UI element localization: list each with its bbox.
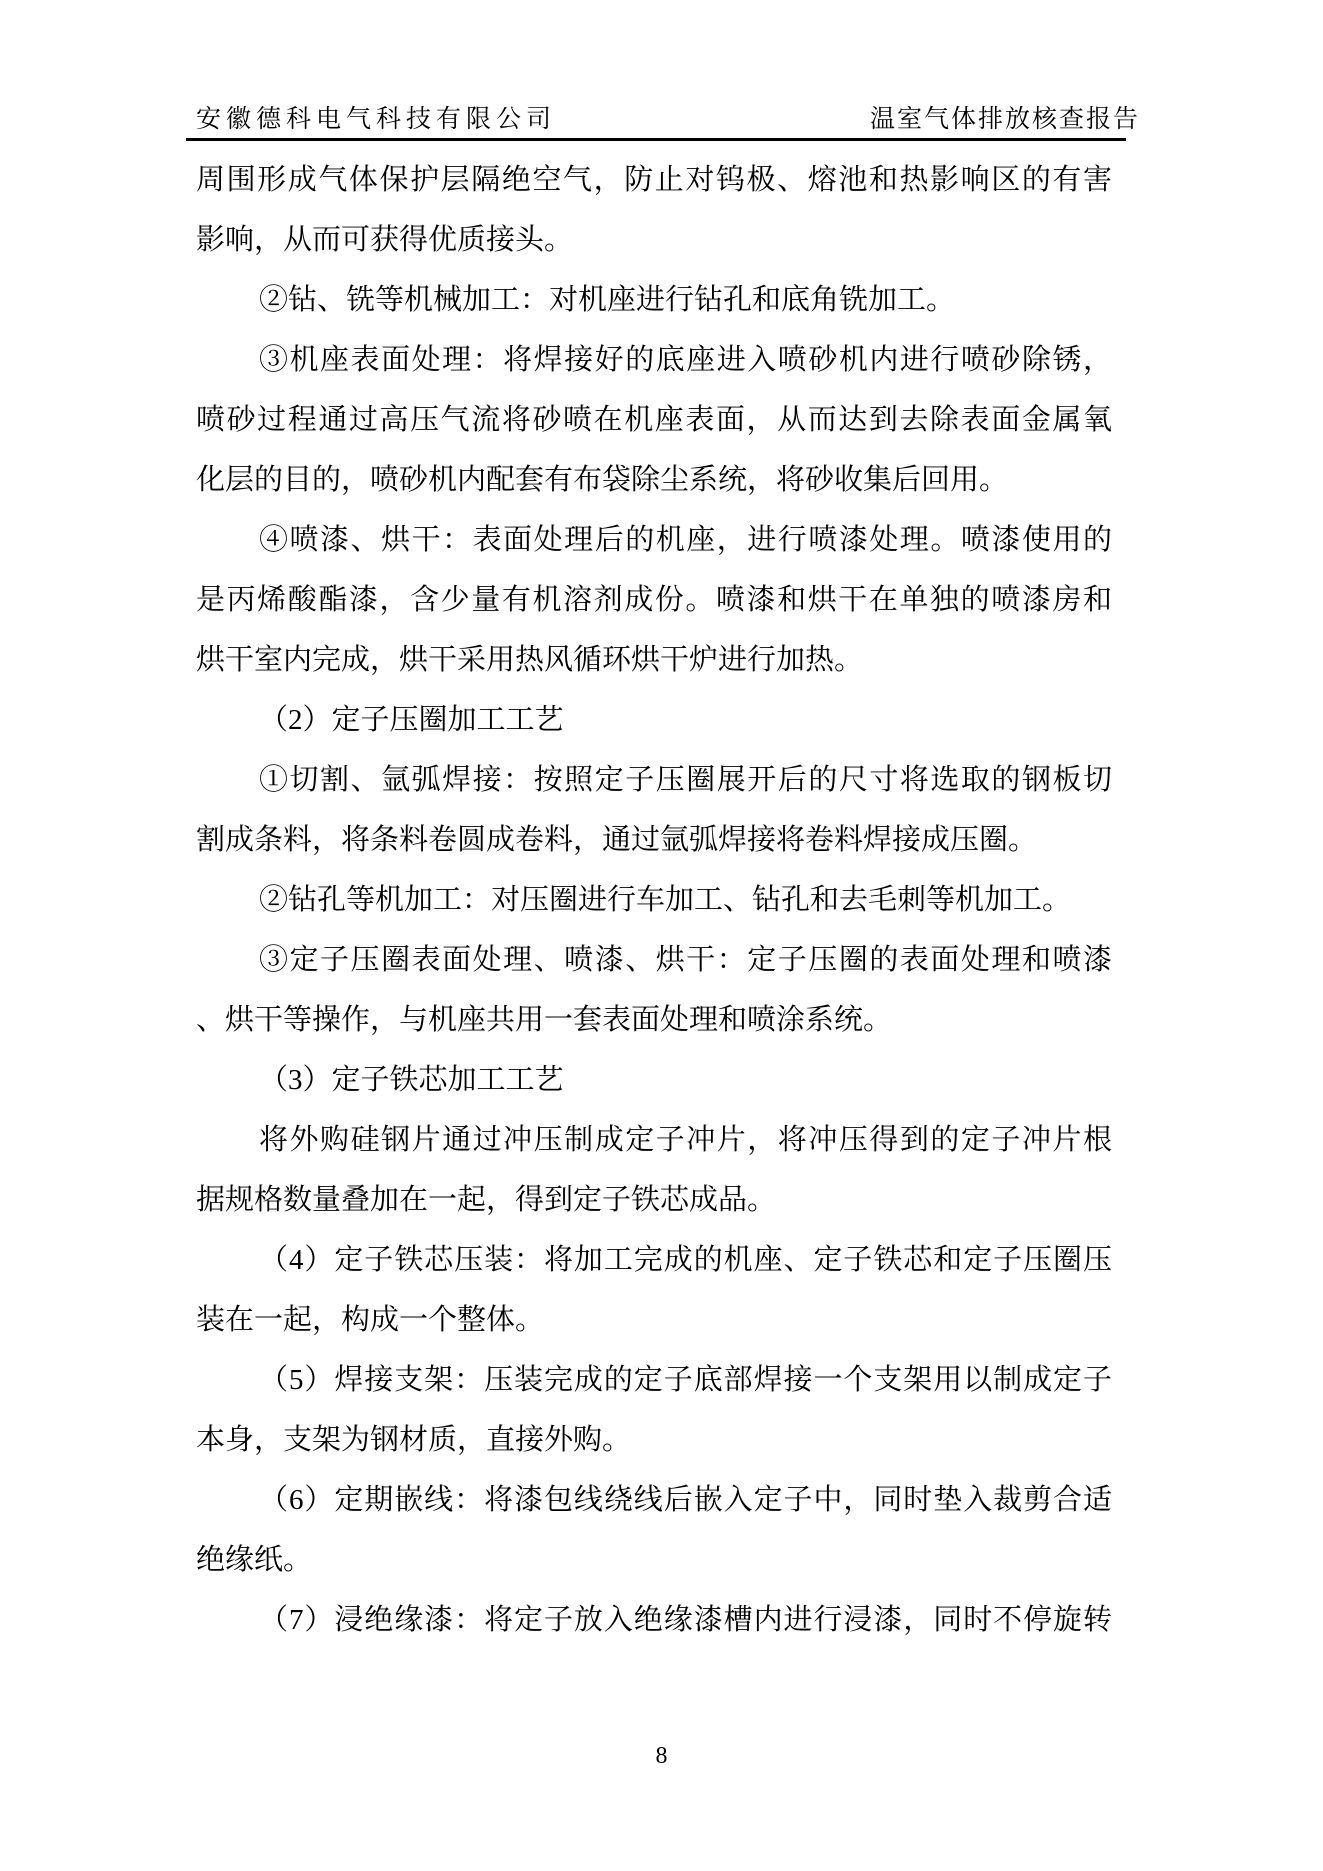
body-line: 割成条料，将条料卷圆成卷料，通过氩弧焊接将卷料焊接成压圈。 — [196, 824, 1038, 856]
body-line: （6）定期嵌线：将漆包线绕线后嵌入定子中，同时垫入裁剪合适 — [259, 1484, 1112, 1516]
header-report-title: 温室气体排放核查报告 — [869, 106, 1140, 133]
body-line: ③定子压圈表面处理、喷漆、烘干：定子压圈的表面处理和喷漆 — [259, 944, 1112, 976]
body-line: ①切割、氩弧焊接：按照定子压圈展开后的尺寸将选取的钢板切 — [259, 764, 1112, 796]
body-line: 喷砂过程通过高压气流将砂喷在机座表面，从而达到去除表面金属氧 — [196, 404, 1112, 436]
body-line: 是丙烯酸酯漆，含少量有机溶剂成份。喷漆和烘干在单独的喷漆房和 — [196, 584, 1112, 616]
header-divider-rule — [186, 138, 1126, 141]
body-line: 据规格数量叠加在一起，得到定子铁芯成品。 — [196, 1184, 777, 1216]
body-line: 化层的目的，喷砂机内配套有布袋除尘系统，将砂收集后回用。 — [196, 464, 1009, 496]
body-line: 烘干室内完成，烘干采用热风循环烘干炉进行加热。 — [196, 644, 864, 676]
page-number: 8 — [655, 1743, 668, 1769]
body-line: ②钻、铣等机械加工：对机座进行钻孔和底角铣加工。 — [259, 284, 956, 316]
body-line: （2）定子压圈加工工艺 — [259, 704, 564, 736]
body-line: （3）定子铁芯加工工艺 — [259, 1064, 564, 1096]
body-line: ④喷漆、烘干：表面处理后的机座，进行喷漆处理。喷漆使用的 — [259, 524, 1112, 556]
body-text — [196, 150, 1112, 1650]
body-line: （7）浸绝缘漆：将定子放入绝缘漆槽内进行浸漆，同时不停旋转 — [259, 1604, 1112, 1636]
body-line: 周围形成气体保护层隔绝空气，防止对钨极、熔池和热影响区的有害 — [196, 164, 1112, 196]
body-line: 本身，支架为钢材质，直接外购。 — [196, 1424, 632, 1456]
body-line: 、烘干等操作，与机座共用一套表面处理和喷涂系统。 — [196, 1004, 893, 1036]
body-line: 绝缘纸。 — [196, 1544, 313, 1576]
header-company-name: 安徽德科电气科技有限公司 — [196, 106, 557, 133]
body-line: ③机座表面处理：将焊接好的底座进入喷砂机内进行喷砂除锈， — [259, 344, 1112, 376]
body-line: 影响，从而可获得优质接头。 — [196, 224, 574, 256]
body-line: 将外购硅钢片通过冲压制成定子冲片，将冲压得到的定子冲片根 — [259, 1124, 1112, 1156]
body-line: （5）焊接支架：压装完成的定子底部焊接一个支架用以制成定子 — [259, 1364, 1112, 1396]
body-line: 装在一起，构成一个整体。 — [196, 1304, 545, 1336]
body-line: ②钻孔等机加工：对压圈进行车加工、钻孔和去毛刺等机加工。 — [259, 884, 1072, 916]
body-line: （4）定子铁芯压装：将加工完成的机座、定子铁芯和定子压圈压 — [259, 1244, 1112, 1276]
